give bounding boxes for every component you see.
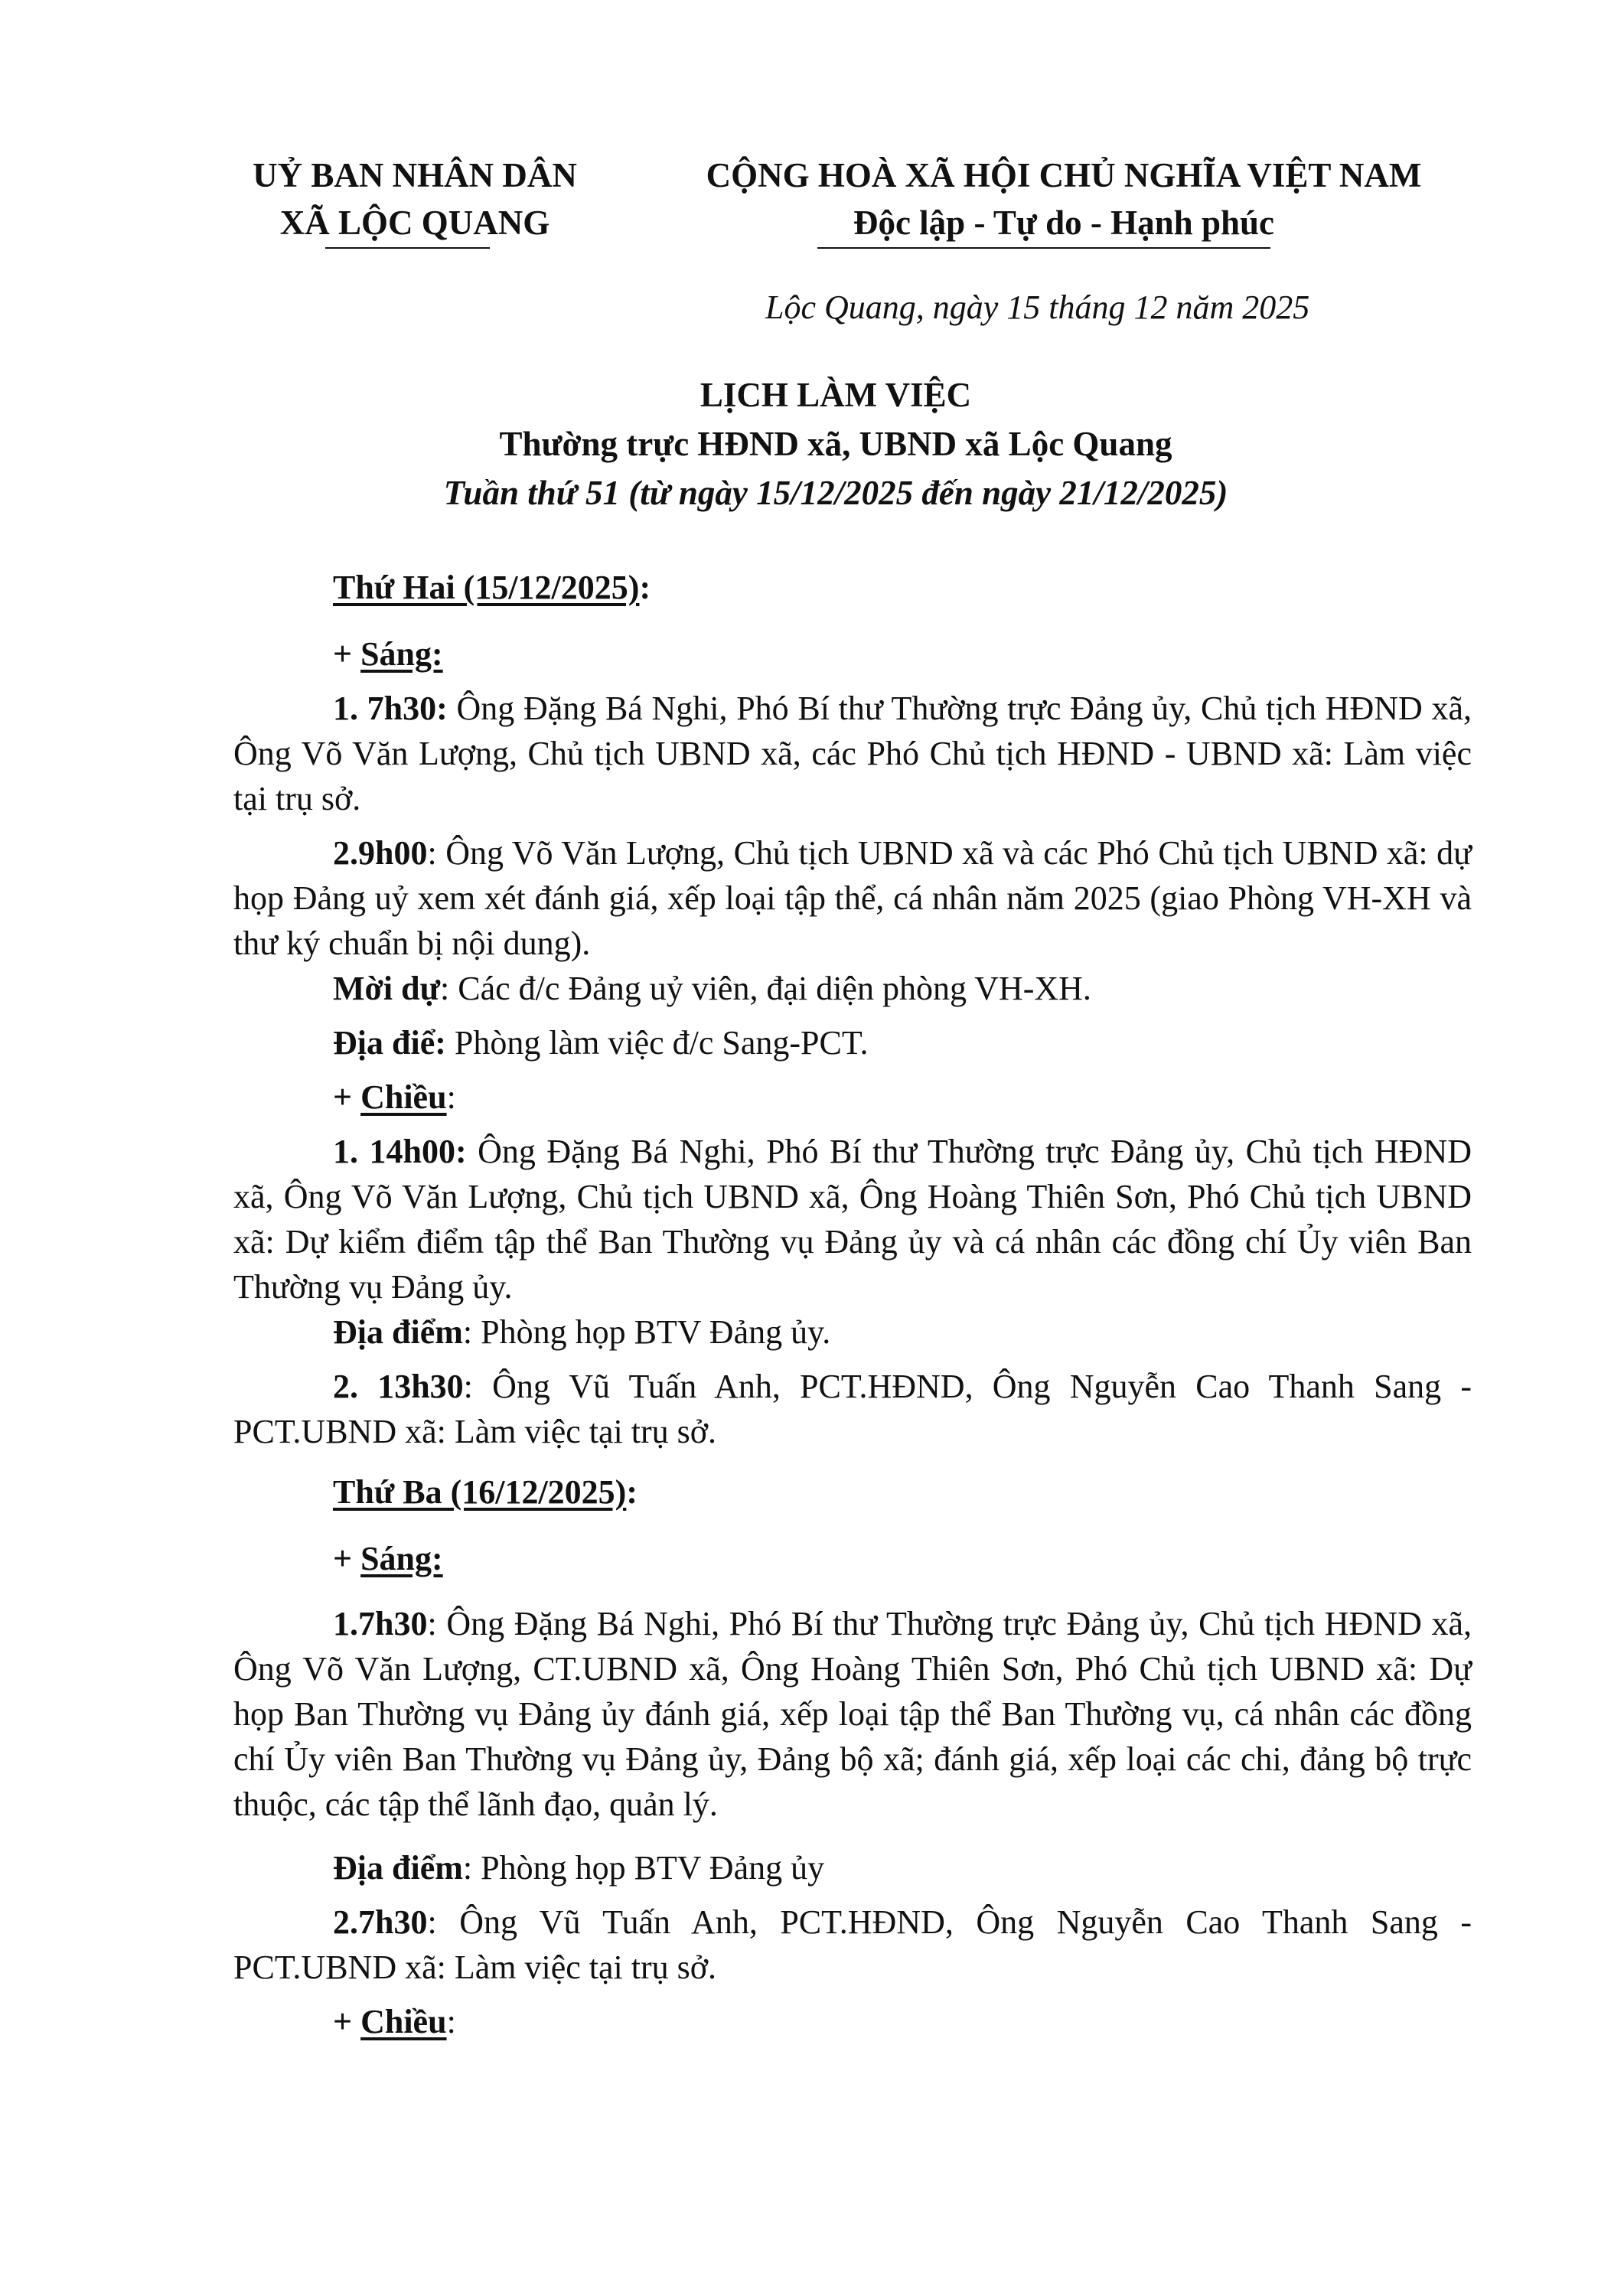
country-name: CỘNG HOÀ XÃ HỘI CHỦ NGHĨA VIỆT NAM bbox=[706, 156, 1422, 194]
plus-sign: + bbox=[333, 2003, 361, 2040]
session-afternoon bbox=[233, 1075, 1472, 1120]
item-text: : Ông Đặng Bá Nghi, Phó Bí thư Thường trực Đảng ủy, Chủ tịch HĐND xã, Ông Võ Văn Lượng, CT.UBND xã, Ông Hoàng Thiên Sơn, Phó Chủ tịch UBND xã: Dự họp Ban Thường vụ Đảng ủy đánh giá, xếp loại tập thể Ban Thường vụ, cá nhân các đồng chí Ủy viên Ban Thường vụ Đảng ủy, Đảng bộ xã; đánh giá, xếp loại các chi, đảng bộ trực thuộc, các tập thể lãnh đạo, quản lý. bbox=[233, 1605, 1472, 1823]
plus-sign: + bbox=[333, 635, 361, 673]
location-label: Địa điểm bbox=[333, 1849, 463, 1887]
authority-underline bbox=[325, 247, 490, 249]
location-label: Địa điể: bbox=[333, 1024, 446, 1062]
authority-line-2: XÃ LỘC QUANG bbox=[279, 204, 550, 242]
title-main: LỊCH LÀM VIỆC bbox=[699, 376, 972, 414]
location-text: Phòng làm việc đ/c Sang-PCT. bbox=[445, 1024, 869, 1062]
location bbox=[233, 1020, 1472, 1065]
item-text: Ông Đặng Bá Nghi, Phó Bí thư Thường trực Đảng ủy, Chủ tịch HĐND xã, Ông Võ Văn Lượng, Chủ tịch UBND xã, các Phó Chủ tịch HĐND - UBND xã: Làm việc tại trụ sở. bbox=[233, 690, 1472, 817]
schedule-item bbox=[233, 686, 1472, 821]
place-and-date: Lộc Quang, ngày 15 tháng 12 năm 2025 bbox=[765, 289, 1310, 326]
session-label: Sáng: bbox=[360, 635, 443, 673]
day-colon: : bbox=[626, 1473, 638, 1511]
item-text: : Ông Võ Văn Lượng, Chủ tịch UBND xã và các Phó Chủ tịch UBND xã: dự họp Đảng uỷ xem xét đánh giá, xếp loại tập thể, cá nhân năm 2025 (giao Phòng VH-XH và thư ký chuẩn bị nội dung). bbox=[233, 834, 1472, 962]
session-morning bbox=[233, 631, 1472, 677]
item-time: 2. 13h30 bbox=[333, 1368, 464, 1405]
schedule-item bbox=[233, 830, 1472, 966]
invitees-text: : Các đ/c Đảng uỷ viên, đại diện phòng VH-XH. bbox=[440, 970, 1091, 1007]
authority-line-1: UỶ BAN NHÂN DÂN bbox=[253, 156, 577, 194]
plus-sign: + bbox=[333, 1078, 361, 1116]
session-morning bbox=[233, 1536, 1472, 1581]
item-text: : Ông Vũ Tuấn Anh, PCT.HĐND, Ông Nguyễn Cao Thanh Sang - PCT.UBND xã: Làm việc tại trụ sở. bbox=[233, 1368, 1472, 1450]
item-time: 1. 7h30: bbox=[333, 690, 448, 727]
location-text: : Phòng họp BTV Đảng ủy bbox=[462, 1849, 825, 1887]
title-week: Tuần thứ 51 (từ ngày 15/12/2025 đến ngày 21/12/2025) bbox=[443, 474, 1228, 512]
invitees-label: Mời dự bbox=[333, 970, 440, 1007]
item-time: 1.7h30 bbox=[333, 1605, 428, 1642]
title-sub: Thường trực HĐND xã, UBND xã Lộc Quang bbox=[499, 425, 1172, 463]
session-afternoon bbox=[233, 1999, 1472, 2044]
session-colon: : bbox=[446, 1078, 456, 1116]
item-text: : Ông Vũ Tuấn Anh, PCT.HĐND, Ông Nguyễn Cao Thanh Sang - PCT.UBND xã: Làm việc tại trụ sở. bbox=[233, 1903, 1472, 1986]
location-label: Địa điểm bbox=[333, 1313, 463, 1351]
session-label: Sáng: bbox=[360, 1540, 443, 1577]
plus-sign: + bbox=[333, 1540, 361, 1577]
schedule-body bbox=[233, 565, 1472, 2053]
item-time: 1. 14h00: bbox=[333, 1133, 467, 1170]
location bbox=[233, 1845, 1472, 1890]
day-heading bbox=[233, 1469, 1472, 1515]
location-text: : Phòng họp BTV Đảng ủy. bbox=[462, 1313, 831, 1351]
day-label: Thứ Hai (15/12/2025) bbox=[333, 569, 640, 606]
session-label: Chiều bbox=[360, 1078, 447, 1116]
location bbox=[233, 1309, 1472, 1355]
item-time: 2.9h00 bbox=[333, 834, 428, 872]
invitees bbox=[233, 966, 1472, 1011]
motto-underline bbox=[817, 247, 1270, 249]
day-label: Thứ Ba (16/12/2025) bbox=[333, 1473, 627, 1511]
day-heading bbox=[233, 565, 1472, 610]
item-time: 2.7h30 bbox=[333, 1903, 428, 1941]
schedule-item bbox=[233, 1364, 1472, 1454]
session-label: Chiều bbox=[360, 2003, 447, 2040]
day-colon: : bbox=[639, 569, 651, 606]
issuing-authority bbox=[201, 152, 629, 246]
motto: Độc lập - Tự do - Hạnh phúc bbox=[853, 204, 1275, 242]
national-motto bbox=[658, 152, 1469, 246]
schedule-item bbox=[233, 1900, 1472, 1990]
item-text: Ông Đặng Bá Nghi, Phó Bí thư Thường trực Đảng ủy, Chủ tịch HĐND xã, Ông Võ Văn Lượng, Chủ tịch UBND xã, Ông Hoàng Thiên Sơn, Phó Chủ tịch UBND xã: Dự kiểm điểm tập thể Ban Thường vụ Đảng ủy và cá nhân các đồng chí Ủy viên Ban Thường vụ Đảng ủy. bbox=[233, 1133, 1472, 1306]
session-colon: : bbox=[446, 2003, 456, 2040]
document-title bbox=[201, 370, 1471, 517]
schedule-item bbox=[233, 1129, 1472, 1309]
schedule-item bbox=[233, 1601, 1472, 1827]
